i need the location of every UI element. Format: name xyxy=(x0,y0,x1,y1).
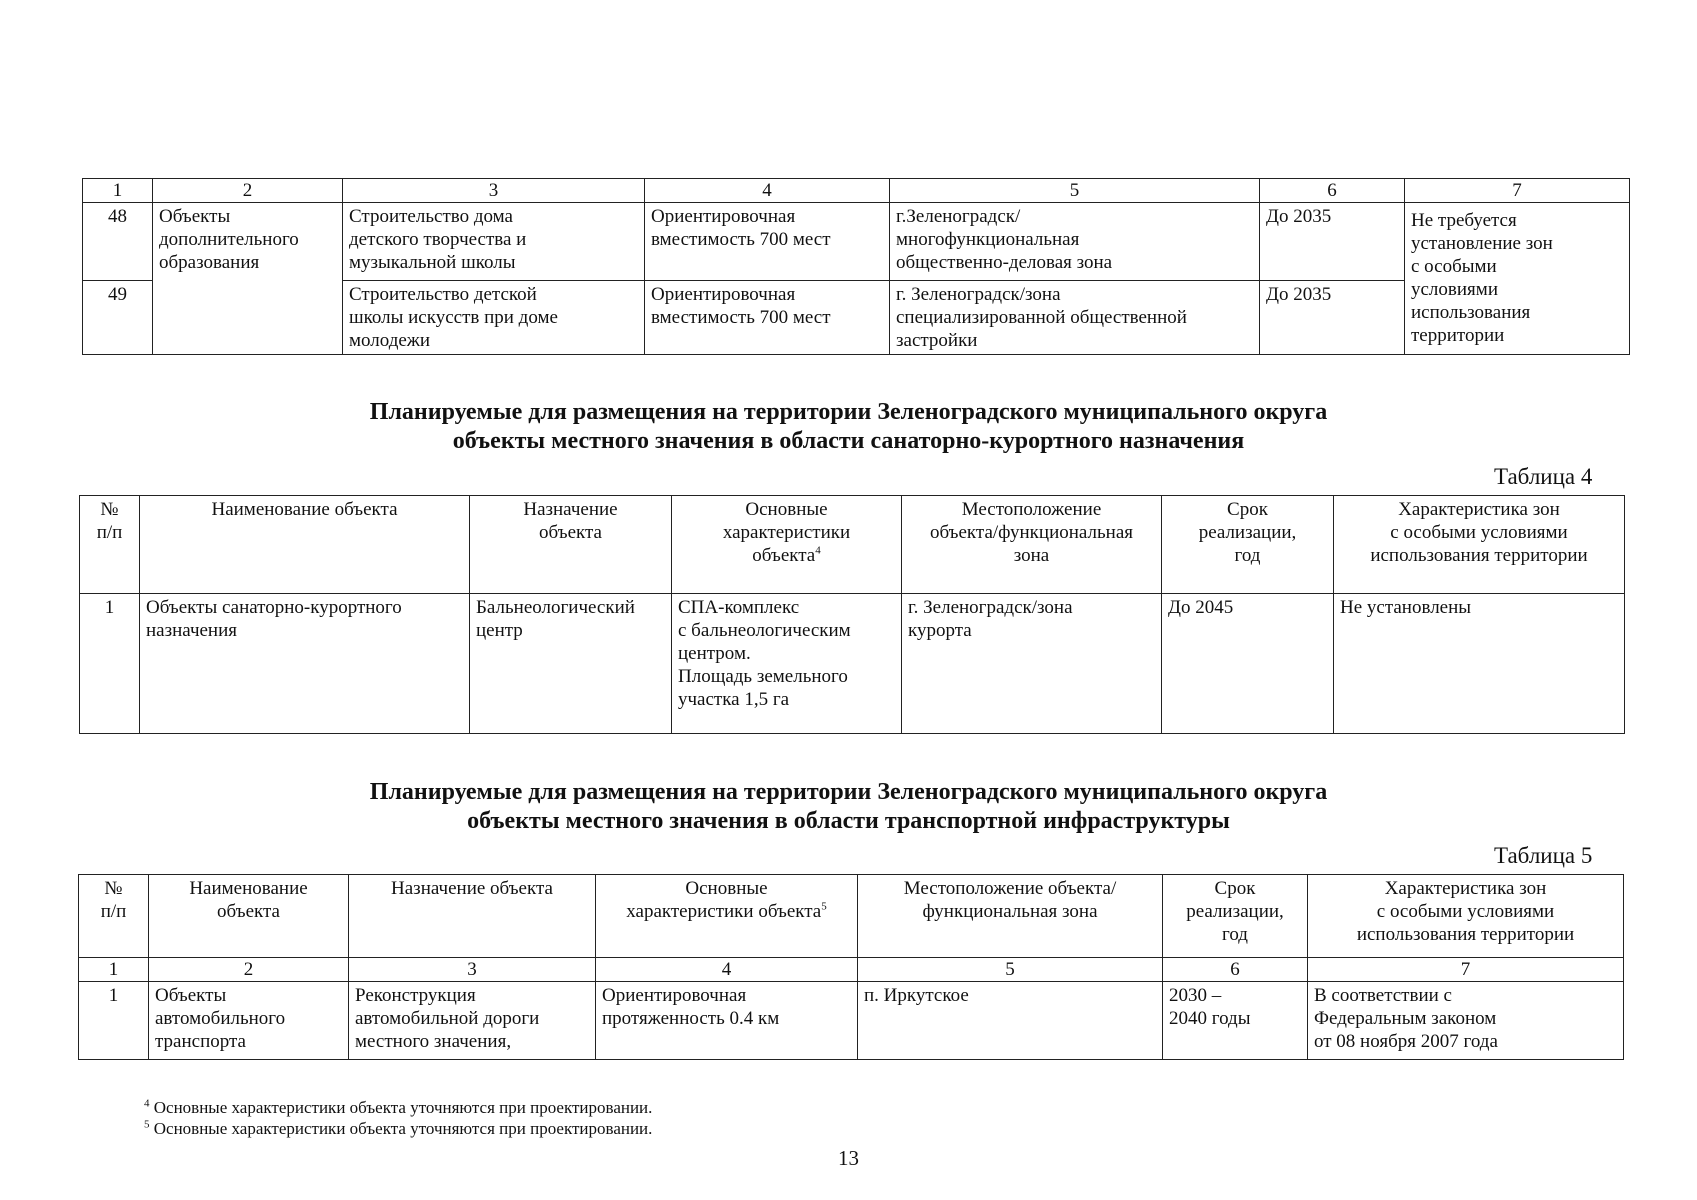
table-row xyxy=(80,594,1625,734)
purpose-cell: Реконструкция автомобильной дороги местного значения, xyxy=(349,982,596,1060)
table-row xyxy=(83,203,1630,281)
section-heading xyxy=(0,778,1697,836)
header-characteristics xyxy=(672,496,902,594)
row-number: 49 xyxy=(83,281,153,355)
col-number: 4 xyxy=(645,179,890,203)
header-purpose: Назначение объекта xyxy=(470,496,672,594)
footnote-text: Основные характеристики объекта уточняются при проектировании. xyxy=(149,1119,653,1138)
header-term: Срок реализации, год xyxy=(1162,496,1334,594)
col-number: 3 xyxy=(343,179,645,203)
col-number: 7 xyxy=(1405,179,1630,203)
column-number-row xyxy=(79,958,1624,982)
zones-cell: Не требуется установление зон с особыми условиями использования территории xyxy=(1405,203,1630,355)
section-heading xyxy=(0,398,1697,456)
characteristics-cell: Ориентировочная протяженность 0.4 км xyxy=(596,982,858,1060)
header-row xyxy=(79,875,1624,958)
col-number: 3 xyxy=(349,958,596,982)
header-location: Местоположение объекта/функциональная зона xyxy=(902,496,1162,594)
table-5 xyxy=(78,874,1624,1060)
table-row xyxy=(79,982,1624,1060)
purpose-cell: Строительство дома детского творчества и музыкальной школы xyxy=(343,203,645,281)
table-3-continuation xyxy=(82,178,1630,355)
col-number: 1 xyxy=(83,179,153,203)
header-zones: Характеристика зон с особыми условиями использования территории xyxy=(1334,496,1625,594)
object-name-cell: Объекты санаторно-курортного назначения xyxy=(140,594,470,734)
header-characteristics-text: Основные характеристики объекта xyxy=(722,499,851,566)
col-number: 6 xyxy=(1260,179,1405,203)
header-name: Наименование объекта xyxy=(140,496,470,594)
header-zones: Характеристика зон с особыми условиями использования территории xyxy=(1308,875,1624,958)
location-cell: п. Иркутское xyxy=(858,982,1163,1060)
footnote-text: Основные характеристики объекта уточняются при проектировании. xyxy=(149,1098,653,1117)
footnote-mark: 5 xyxy=(821,900,827,913)
characteristics-cell: Ориентировочная вместимость 700 мест xyxy=(645,281,890,355)
col-number: 6 xyxy=(1163,958,1308,982)
col-number: 4 xyxy=(596,958,858,982)
col-number: 7 xyxy=(1308,958,1624,982)
footnote xyxy=(144,1118,652,1139)
col-number: 2 xyxy=(153,179,343,203)
header-row xyxy=(80,496,1625,594)
table-label: Таблица 4 xyxy=(1494,464,1593,489)
footnote-mark: 4 xyxy=(815,544,821,557)
heading-line: Планируемые для размещения на территории Зеленоградского муниципального округа xyxy=(369,779,1328,805)
object-name-cell: Объекты автомобильного транспорта xyxy=(149,982,349,1060)
location-cell: г.Зеленоградск/ многофункциональная общественно-деловая зона xyxy=(890,203,1260,281)
table-label: Таблица 5 xyxy=(1494,843,1593,868)
purpose-cell: Строительство детской школы искусств при доме молодежи xyxy=(343,281,645,355)
location-cell: г. Зеленоградск/зона курорта xyxy=(902,594,1162,734)
page-number: 13 xyxy=(838,1146,859,1170)
row-number: 48 xyxy=(83,203,153,281)
table-4 xyxy=(79,495,1625,734)
purpose-cell: Бальнеологический центр xyxy=(470,594,672,734)
col-number: 2 xyxy=(149,958,349,982)
header-characteristics-text: Основные характеристики объекта xyxy=(626,878,822,922)
characteristics-cell: СПА-комплекс с бальнеологическим центром. Площадь земельного участка 1,5 га xyxy=(672,594,902,734)
zones-cell: Не установлены xyxy=(1334,594,1625,734)
header-location: Местоположение объекта/ функциональная зона xyxy=(858,875,1163,958)
header-name: Наименование объекта xyxy=(149,875,349,958)
heading-line: объекты местного значения в области транспортной инфраструктуры xyxy=(467,808,1230,834)
header-characteristics xyxy=(596,875,858,958)
term-cell: До 2045 xyxy=(1162,594,1334,734)
row-number: 1 xyxy=(80,594,140,734)
heading-line: Планируемые для размещения на территории Зеленоградского муниципального округа xyxy=(369,399,1328,425)
heading-line: объекты местного значения в области санаторно-курортного назначения xyxy=(452,428,1245,454)
term-cell: До 2035 xyxy=(1260,281,1405,355)
header-purpose: Назначение объекта xyxy=(349,875,596,958)
term-cell: До 2035 xyxy=(1260,203,1405,281)
col-number: 1 xyxy=(79,958,149,982)
characteristics-cell: Ориентировочная вместимость 700 мест xyxy=(645,203,890,281)
col-number: 5 xyxy=(858,958,1163,982)
footnote-mark: 4 xyxy=(144,1097,150,1110)
object-name-cell: Объекты дополнительного образования xyxy=(153,203,343,355)
col-number: 5 xyxy=(890,179,1260,203)
column-number-row xyxy=(83,179,1630,203)
row-number: 1 xyxy=(79,982,149,1060)
header-term: Срок реализации, год xyxy=(1163,875,1308,958)
header-num: № п/п xyxy=(80,496,140,594)
footnote-mark: 5 xyxy=(144,1118,150,1131)
term-cell: 2030 – 2040 годы xyxy=(1163,982,1308,1060)
footnote xyxy=(144,1097,652,1118)
zones-cell: В соответствии с Федеральным законом от 08 ноября 2007 года xyxy=(1308,982,1624,1060)
location-cell: г. Зеленоградск/зона специализированной общественной застройки xyxy=(890,281,1260,355)
header-num: № п/п xyxy=(79,875,149,958)
